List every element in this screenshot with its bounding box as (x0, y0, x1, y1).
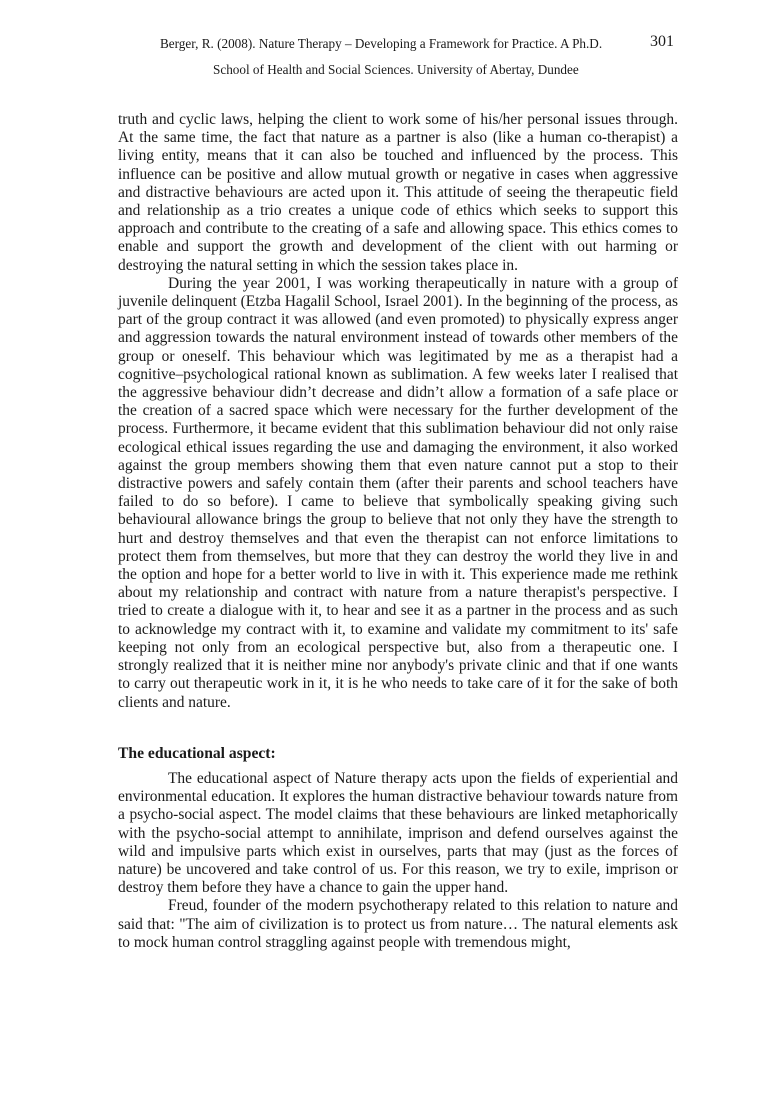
page-number: 301 (650, 33, 674, 50)
body-paragraph: Freud, founder of the modern psychotherapy related to this relation to nature and said that: "The aim of civilization is to protect us from nature… The natural elements ask to mock human control straggling against people with tremendous might, (118, 897, 678, 951)
body-paragraph: The educational aspect of Nature therapy acts upon the fields of experiential and environmental education. It explores the human distractive behaviour towards nature from a psycho-social aspect. The model claims that these behaviours are linked metaphorically with the psycho-social attempt to annihilate, imprison and defend ourselves against the wild and impulsive parts which exist in ourselves, parts that may (just as the forces of nature) be uncovered and take control of us. For this reason, we try to exile, imprison or destroy them before they have a chance to gain the upper hand. (118, 769, 678, 897)
page-body (118, 111, 678, 952)
section-heading: The educational aspect: (118, 744, 276, 762)
header-citation: Berger, R. (2008). Nature Therapy – Developing a Framework for Practice. A Ph.D. (160, 36, 603, 51)
body-paragraph: During the year 2001, I was working therapeutically in nature with a group of juvenile delinquent (Etzba Hagalil School, Israel 2001). In the beginning of the process, as part of the group contract it was allowed (and even promoted) to physically express anger and aggression towards the natural environment instead of towards other members of the group or oneself. This behaviour which was legitimated by me as a therapist had a cognitive–psychological rational known as sublimation. A few weeks later I realised that the aggressive behaviour didn’t decrease and didn’t allow a formation of a safe place or the creation of a sacred space which were necessary for the further development of the process. Furthermore, it became evident that this sublimation behaviour did not only raise ecological ethical issues regarding the use and damaging the environment, it also worked against the group members showing them that even nature cannot put a stop to their distractive powers and safely contain them (after their parents and school teachers have failed to do so before). I came to believe that symbolically speaking giving such behavioural allowance brings the group to believe that not only they have the strength to hurt and destroy themselves and that even the therapist can not enforce limitations to protect them from themselves, but more that they can destroy the world they live in and the option and hope for a better world to live in with it. This experience made me rethink about my relationship and contract with nature from a nature therapist's perspective. I tried to create a dialogue with it, to hear and see it as a partner in the process and as such to acknowledge my contract with it, to examine and validate my commitment to its' safe keeping not only from an ecological perspective but, also from a therapeutic one. I strongly realized that it is neither mine nor anybody's private clinic and that if one wants to carry out therapeutic work in it, it is he who needs to take care of it for the sake of both clients and nature. (118, 274, 678, 711)
body-paragraph: truth and cyclic laws, helping the client to work some of his/her personal issues through. At the same time, the fact that nature as a partner is also (like a human co-therapist) a living entity, means that it can also be touched and influenced by the process. This influence can be positive and allow mutual growth or negative in cases when aggressive and distractive behaviours are acted upon it. This attitude of seeing the therapeutic field and relationship as a trio creates a unique code of ethics which seeks to support this approach and contribute to the creating of a safe and allowing space. This ethics comes to enable and support the growth and development of the client with out harming or destroying the natural setting in which the session takes place in. (118, 111, 678, 274)
header-institution: School of Health and Social Sciences. University of Abertay, Dundee (213, 62, 579, 77)
